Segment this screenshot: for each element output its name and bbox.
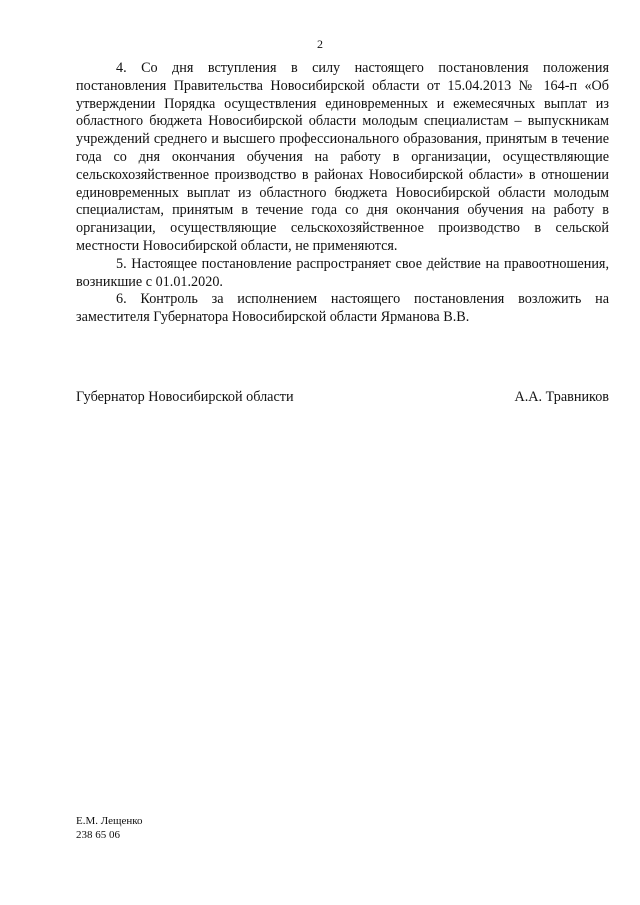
signature-block: [76, 389, 609, 407]
page-number: 2: [317, 37, 323, 51]
paragraph-6: 6. Контроль за исполнением настоящего постановления возложить на заместителя Губернатора Новосибирской области Ярманова В.В.: [76, 291, 609, 326]
paragraph-4: 4. Со дня вступления в силу настоящего постановления положения постановления Правительства Новосибирской области от 15.04.2013 № 164-п «Об утверждении Порядка осуществления единовременных и ежемесячных выплат из областного бюджета Новосибирской области молодым специалистам – выпускникам учреждений среднего и высшего профессионального образования, принятым в течение года со дня окончания обучения на работу в организации, осуществляющие сельскохозяйственное производство в районах Новосибирской области» в отношении единовременных выплат из областного бюджета Новосибирской области молодым специалистам, принятым в течение года со дня окончания обучения на работу в организации, осуществляющие сельскохозяйственное производство в сельской местности Новосибирской области, не применяются.: [76, 60, 609, 254]
executor-phone: 238 65 06: [76, 829, 120, 841]
paragraph-5: 5. Настоящее постановление распространяет свое действие на правоотношения, возникшие с 01.01.2020.: [76, 255, 609, 290]
signatory-position: Губернатор Новосибирской области: [76, 389, 294, 405]
signatory-name: А.А. Травников: [514, 389, 609, 405]
executor-name: Е.М. Лещенко: [76, 815, 143, 827]
executor-block: [76, 814, 143, 842]
document-body: [76, 60, 609, 327]
